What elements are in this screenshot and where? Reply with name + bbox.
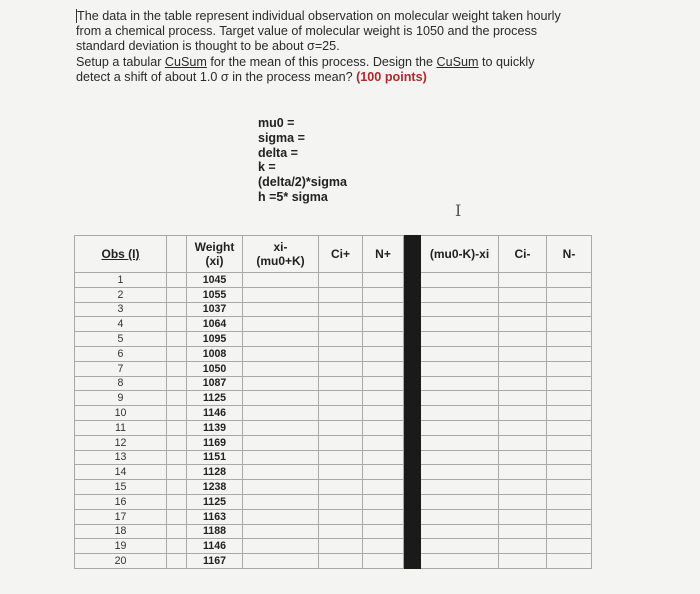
table-row	[75, 539, 592, 554]
formula-sigma: sigma =	[258, 130, 305, 145]
cell-ci-plus	[319, 273, 363, 288]
cell-xi-mu0-k	[243, 435, 319, 450]
cell-n-plus	[363, 302, 404, 317]
cell-mu0-k-xi	[421, 287, 499, 302]
cell-ci-plus	[319, 524, 363, 539]
cell-obs: 18	[75, 524, 167, 539]
cell-mu0-k-xi	[421, 524, 499, 539]
cell-ci-minus	[499, 524, 547, 539]
cell-obs: 2	[75, 287, 167, 302]
cell-weight: 1055	[187, 287, 243, 302]
cell-obs: 4	[75, 317, 167, 332]
cell-ci-minus	[499, 376, 547, 391]
cell-ci-minus	[499, 346, 547, 361]
header-weight: Weight (xi)	[187, 236, 243, 273]
cell-spacer	[167, 302, 187, 317]
cell-separator	[404, 361, 421, 376]
points-label: (100 points)	[356, 69, 427, 84]
table-row	[75, 273, 592, 288]
cell-spacer	[167, 435, 187, 450]
cell-xi-mu0-k	[243, 539, 319, 554]
table-row	[75, 361, 592, 376]
cell-n-minus	[547, 317, 592, 332]
cell-n-plus	[363, 554, 404, 569]
cell-ci-plus	[319, 317, 363, 332]
cell-n-minus	[547, 406, 592, 421]
cell-weight: 1167	[187, 554, 243, 569]
cell-obs: 11	[75, 420, 167, 435]
header-obs: Obs (I)	[75, 236, 167, 273]
cell-mu0-k-xi	[421, 554, 499, 569]
table-row	[75, 465, 592, 480]
cell-xi-mu0-k	[243, 554, 319, 569]
table-row	[75, 420, 592, 435]
cell-obs: 3	[75, 302, 167, 317]
cell-separator	[404, 554, 421, 569]
cell-obs: 5	[75, 332, 167, 347]
table-row	[75, 302, 592, 317]
cell-n-minus	[547, 509, 592, 524]
table-row	[75, 317, 592, 332]
cell-obs: 7	[75, 361, 167, 376]
question-line-2: from a chemical process. Target value of molecular weight is 1050 and the process	[76, 24, 538, 39]
cell-spacer	[167, 509, 187, 524]
question-line-5: detect a shift of about 1.0 σ in the process mean? (100 points)	[76, 69, 427, 84]
cell-xi-mu0-k	[243, 465, 319, 480]
cell-spacer	[167, 480, 187, 495]
cell-weight: 1045	[187, 273, 243, 288]
cell-n-plus	[363, 494, 404, 509]
table-row	[75, 346, 592, 361]
cell-separator	[404, 346, 421, 361]
table-header-row	[75, 236, 592, 273]
header-spacer	[167, 236, 187, 273]
cell-n-plus	[363, 480, 404, 495]
cell-ci-plus	[319, 361, 363, 376]
cell-ci-minus	[499, 539, 547, 554]
cell-spacer	[167, 494, 187, 509]
cell-ci-plus	[319, 376, 363, 391]
formula-k-value: (delta/2)*sigma	[258, 175, 347, 190]
cell-separator	[404, 524, 421, 539]
cell-obs: 13	[75, 450, 167, 465]
ibeam-cursor-icon: I	[455, 201, 462, 220]
cell-obs: 1	[75, 273, 167, 288]
cell-spacer	[167, 317, 187, 332]
cell-xi-mu0-k	[243, 406, 319, 421]
cell-n-plus	[363, 435, 404, 450]
cell-n-plus	[363, 376, 404, 391]
cell-xi-mu0-k	[243, 287, 319, 302]
cell-n-minus	[547, 273, 592, 288]
cell-mu0-k-xi	[421, 494, 499, 509]
cell-obs: 14	[75, 465, 167, 480]
cell-mu0-k-xi	[421, 302, 499, 317]
cell-n-plus	[363, 332, 404, 347]
cell-ci-plus	[319, 420, 363, 435]
cell-separator	[404, 302, 421, 317]
cell-mu0-k-xi	[421, 361, 499, 376]
cusum-table	[74, 235, 592, 569]
cell-ci-plus	[319, 406, 363, 421]
cell-spacer	[167, 346, 187, 361]
cell-xi-mu0-k	[243, 494, 319, 509]
cell-ci-minus	[499, 332, 547, 347]
cell-separator	[404, 494, 421, 509]
cell-ci-minus	[499, 420, 547, 435]
formula-k: k =	[258, 160, 276, 175]
cell-spacer	[167, 376, 187, 391]
cell-ci-plus	[319, 480, 363, 495]
header-n-minus: N-	[547, 236, 592, 273]
cell-separator	[404, 539, 421, 554]
cell-n-plus	[363, 346, 404, 361]
header-mu0-k-xi: (mu0-K)-xi	[421, 236, 499, 273]
cell-xi-mu0-k	[243, 332, 319, 347]
cell-weight: 1064	[187, 317, 243, 332]
cell-mu0-k-xi	[421, 480, 499, 495]
cell-weight: 1151	[187, 450, 243, 465]
header-ci-minus: Ci-	[499, 236, 547, 273]
cell-weight: 1128	[187, 465, 243, 480]
cell-ci-plus	[319, 391, 363, 406]
cell-ci-minus	[499, 554, 547, 569]
cell-spacer	[167, 332, 187, 347]
cell-mu0-k-xi	[421, 420, 499, 435]
cell-separator	[404, 509, 421, 524]
cell-weight: 1146	[187, 406, 243, 421]
table-row	[75, 332, 592, 347]
cell-ci-minus	[499, 317, 547, 332]
cell-mu0-k-xi	[421, 332, 499, 347]
cell-n-plus	[363, 509, 404, 524]
cell-n-plus	[363, 287, 404, 302]
cell-mu0-k-xi	[421, 406, 499, 421]
cell-n-plus	[363, 406, 404, 421]
cell-spacer	[167, 465, 187, 480]
cell-n-plus	[363, 465, 404, 480]
table-row	[75, 391, 592, 406]
cell-mu0-k-xi	[421, 539, 499, 554]
table-row	[75, 509, 592, 524]
cell-separator	[404, 450, 421, 465]
cell-ci-minus	[499, 406, 547, 421]
cell-ci-minus	[499, 480, 547, 495]
table-row	[75, 524, 592, 539]
cell-mu0-k-xi	[421, 317, 499, 332]
cell-obs: 9	[75, 391, 167, 406]
cell-mu0-k-xi	[421, 346, 499, 361]
cell-mu0-k-xi	[421, 376, 499, 391]
cell-spacer	[167, 420, 187, 435]
separator-column	[404, 236, 421, 273]
cell-n-minus	[547, 435, 592, 450]
question-line-3: standard deviation is thought to be about σ=25.	[76, 39, 340, 54]
table-row	[75, 435, 592, 450]
cell-separator	[404, 406, 421, 421]
formula-list	[258, 116, 347, 205]
cell-n-minus	[547, 346, 592, 361]
cell-n-minus	[547, 376, 592, 391]
question-line-1: The data in the table represent individual observation on molecular weight taken hourly	[77, 9, 561, 23]
cell-separator	[404, 391, 421, 406]
cell-separator	[404, 273, 421, 288]
cell-weight: 1139	[187, 420, 243, 435]
cell-n-plus	[363, 317, 404, 332]
cell-n-plus	[363, 391, 404, 406]
cell-separator	[404, 480, 421, 495]
cell-spacer	[167, 450, 187, 465]
cell-xi-mu0-k	[243, 317, 319, 332]
cell-ci-minus	[499, 465, 547, 480]
cell-ci-plus	[319, 332, 363, 347]
cell-ci-plus	[319, 554, 363, 569]
cell-xi-mu0-k	[243, 524, 319, 539]
table-row	[75, 554, 592, 569]
cell-ci-minus	[499, 287, 547, 302]
cell-n-minus	[547, 539, 592, 554]
cell-mu0-k-xi	[421, 465, 499, 480]
cell-obs: 8	[75, 376, 167, 391]
cell-ci-minus	[499, 509, 547, 524]
cell-n-plus	[363, 361, 404, 376]
cell-obs: 10	[75, 406, 167, 421]
cell-weight: 1163	[187, 509, 243, 524]
cell-obs: 6	[75, 346, 167, 361]
cell-n-minus	[547, 465, 592, 480]
cell-separator	[404, 420, 421, 435]
cell-n-minus	[547, 450, 592, 465]
cell-spacer	[167, 273, 187, 288]
cell-xi-mu0-k	[243, 391, 319, 406]
cell-n-plus	[363, 450, 404, 465]
cell-xi-mu0-k	[243, 346, 319, 361]
cell-n-minus	[547, 302, 592, 317]
cell-separator	[404, 435, 421, 450]
cell-obs: 17	[75, 509, 167, 524]
header-xi-mu0-k: xi- (mu0+K)	[243, 236, 319, 273]
cell-ci-minus	[499, 450, 547, 465]
cell-spacer	[167, 361, 187, 376]
header-n-plus: N+	[363, 236, 404, 273]
cell-separator	[404, 287, 421, 302]
cell-n-minus	[547, 332, 592, 347]
header-ci-plus: Ci+	[319, 236, 363, 273]
cell-obs: 16	[75, 494, 167, 509]
cell-weight: 1095	[187, 332, 243, 347]
cell-weight: 1146	[187, 539, 243, 554]
cell-weight: 1125	[187, 494, 243, 509]
cell-ci-minus	[499, 435, 547, 450]
cell-weight: 1087	[187, 376, 243, 391]
cell-ci-plus	[319, 465, 363, 480]
table-row	[75, 480, 592, 495]
cell-spacer	[167, 554, 187, 569]
cell-xi-mu0-k	[243, 361, 319, 376]
cell-mu0-k-xi	[421, 509, 499, 524]
cell-ci-plus	[319, 435, 363, 450]
cell-weight: 1188	[187, 524, 243, 539]
cell-xi-mu0-k	[243, 450, 319, 465]
cell-separator	[404, 376, 421, 391]
cell-spacer	[167, 539, 187, 554]
cell-xi-mu0-k	[243, 273, 319, 288]
table-row	[75, 494, 592, 509]
cell-weight: 1037	[187, 302, 243, 317]
table-row	[75, 450, 592, 465]
formula-delta: delta =	[258, 145, 298, 160]
cell-xi-mu0-k	[243, 509, 319, 524]
cell-mu0-k-xi	[421, 435, 499, 450]
cell-obs: 20	[75, 554, 167, 569]
cell-weight: 1050	[187, 361, 243, 376]
cell-spacer	[167, 391, 187, 406]
cell-n-minus	[547, 554, 592, 569]
cell-obs: 15	[75, 480, 167, 495]
cell-mu0-k-xi	[421, 391, 499, 406]
cell-xi-mu0-k	[243, 376, 319, 391]
cell-n-minus	[547, 420, 592, 435]
cell-ci-plus	[319, 539, 363, 554]
formula-mu0: mu0 =	[258, 116, 295, 130]
cell-obs: 12	[75, 435, 167, 450]
cell-separator	[404, 332, 421, 347]
cell-ci-minus	[499, 273, 547, 288]
cell-spacer	[167, 287, 187, 302]
cell-ci-minus	[499, 302, 547, 317]
question-text	[76, 9, 636, 85]
cell-n-minus	[547, 494, 592, 509]
cell-spacer	[167, 406, 187, 421]
cell-xi-mu0-k	[243, 302, 319, 317]
cell-n-plus	[363, 539, 404, 554]
cell-separator	[404, 317, 421, 332]
cell-n-plus	[363, 420, 404, 435]
cell-n-minus	[547, 361, 592, 376]
table-row	[75, 406, 592, 421]
cell-ci-plus	[319, 346, 363, 361]
table-row	[75, 287, 592, 302]
cell-n-minus	[547, 391, 592, 406]
cell-ci-plus	[319, 287, 363, 302]
cell-ci-plus	[319, 302, 363, 317]
cell-weight: 1008	[187, 346, 243, 361]
cell-n-minus	[547, 287, 592, 302]
cell-xi-mu0-k	[243, 480, 319, 495]
cell-weight: 1169	[187, 435, 243, 450]
cell-obs: 19	[75, 539, 167, 554]
cell-spacer	[167, 524, 187, 539]
cell-n-plus	[363, 273, 404, 288]
cell-xi-mu0-k	[243, 420, 319, 435]
cell-n-plus	[363, 524, 404, 539]
cell-ci-plus	[319, 450, 363, 465]
cell-weight: 1238	[187, 480, 243, 495]
cell-ci-plus	[319, 494, 363, 509]
formula-h: h =5* sigma	[258, 189, 328, 204]
cell-ci-minus	[499, 494, 547, 509]
cell-mu0-k-xi	[421, 450, 499, 465]
cell-ci-minus	[499, 361, 547, 376]
cell-separator	[404, 465, 421, 480]
cell-n-minus	[547, 524, 592, 539]
cell-weight: 1125	[187, 391, 243, 406]
cell-ci-plus	[319, 509, 363, 524]
cell-n-minus	[547, 480, 592, 495]
cell-mu0-k-xi	[421, 273, 499, 288]
question-line-4: Setup a tabular CuSum for the mean of this process. Design the CuSum to quickly	[76, 54, 535, 69]
cell-ci-minus	[499, 391, 547, 406]
table-row	[75, 376, 592, 391]
